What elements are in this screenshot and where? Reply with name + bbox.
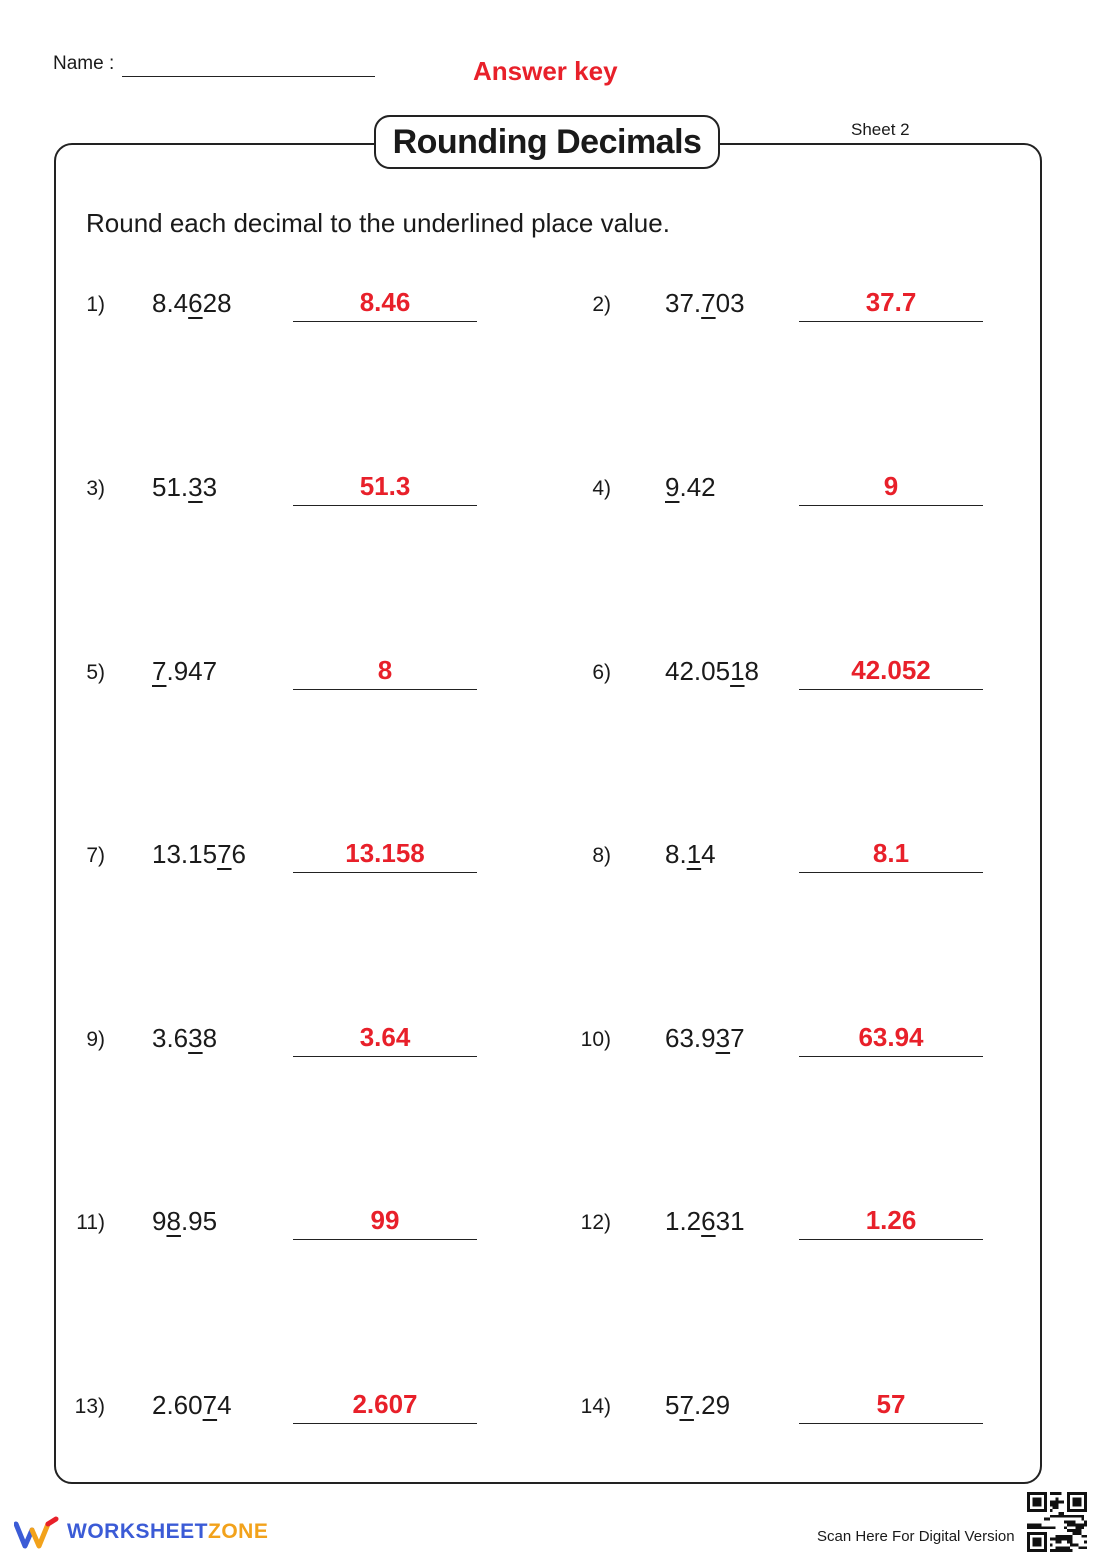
decimal-part: 8 (202, 1023, 218, 1053)
underlined-digit: 6 (701, 1206, 716, 1236)
sheet-label: Sheet 2 (851, 120, 910, 139)
decimal-part: 2.60 (152, 1390, 203, 1420)
problem-number: 11) (76, 1211, 105, 1234)
problem-item (0, 1201, 1100, 1251)
problem-number: 6) (592, 661, 611, 684)
underlined-digit: 8 (166, 1206, 181, 1236)
problem-number: 13) (74, 1395, 105, 1418)
answer-value: 8 (377, 655, 393, 685)
underlined-digit: 1 (730, 656, 745, 686)
problem-number: 7) (86, 844, 105, 867)
problem-decimal (665, 472, 716, 503)
worksheet-frame (54, 143, 1042, 1484)
problem-number: 12) (580, 1211, 611, 1234)
page-title (374, 115, 720, 169)
problem-item (0, 467, 1100, 517)
problem-number: 14) (580, 1395, 611, 1418)
problem-item (0, 1385, 1100, 1435)
problem-decimal (665, 839, 716, 870)
answer-line[interactable] (799, 1423, 983, 1424)
page-title-text: Rounding Decimals (392, 122, 702, 161)
answer-line[interactable] (799, 505, 983, 506)
problem-item (0, 283, 1100, 333)
underlined-digit: 6 (188, 288, 203, 318)
underlined-digit: 7 (217, 839, 232, 869)
decimal-part: 31 (715, 1206, 745, 1236)
answer-value: 1.26 (865, 1205, 917, 1235)
problem-number: 2) (592, 293, 611, 316)
decimal-part: 28 (202, 288, 232, 318)
underlined-digit: 7 (701, 288, 716, 318)
answer-line[interactable] (799, 1239, 983, 1240)
answer-key-label: Answer key (473, 56, 618, 86)
qr-code-icon[interactable] (1027, 1492, 1087, 1552)
problem-number: 8) (592, 844, 611, 867)
decimal-part: 8.4 (152, 288, 189, 318)
answer-value: 13.158 (345, 838, 425, 868)
underlined-digit: 9 (665, 472, 680, 502)
decimal-part: 13.15 (152, 839, 218, 869)
brand-part1: WORKSHEET (67, 1520, 208, 1543)
underlined-digit: 7 (152, 656, 167, 686)
underlined-digit: 3 (188, 472, 203, 502)
problem-decimal (665, 1206, 745, 1237)
answer-value: 57 (876, 1389, 906, 1419)
answer-line[interactable] (799, 321, 983, 322)
decimal-part: 8. (665, 839, 687, 869)
answer-line[interactable] (799, 689, 983, 690)
answer-value: 9 (883, 471, 899, 501)
answer-value: 37.7 (865, 287, 917, 317)
decimal-part: 9 (152, 1206, 167, 1236)
decimal-part: 4 (701, 839, 716, 869)
problem-number: 4) (592, 477, 611, 500)
decimal-part: .947 (166, 656, 218, 686)
decimal-part: 03 (715, 288, 745, 318)
problem-number: 9) (86, 1028, 105, 1051)
problem-decimal (665, 1390, 730, 1421)
answer-value: 8.46 (359, 287, 411, 317)
answer-value: 99 (370, 1205, 400, 1235)
problem-decimal (665, 288, 745, 319)
decimal-part: 7 (730, 1023, 745, 1053)
answer-value: 2.607 (352, 1389, 418, 1419)
decimal-part: 4 (217, 1390, 232, 1420)
name-line[interactable] (122, 76, 375, 77)
underlined-digit: 1 (686, 839, 702, 869)
decimal-part: 5 (665, 1390, 680, 1420)
problem-number: 1) (86, 293, 105, 316)
problem-decimal (665, 656, 759, 687)
underlined-digit: 3 (715, 1023, 731, 1053)
problem-number: 10) (580, 1028, 611, 1051)
brand-part2: ZONE (208, 1520, 269, 1543)
instructions: Round each decimal to the underlined place value. (86, 208, 670, 238)
problem-item (0, 834, 1100, 884)
answer-value: 63.94 (858, 1022, 924, 1052)
problem-number: 3) (86, 477, 105, 500)
decimal-part: .42 (679, 472, 716, 502)
worksheetzone-logo-icon (14, 1516, 60, 1550)
decimal-part: 51. (152, 472, 189, 502)
decimal-part: 6 (231, 839, 247, 869)
problem-number: 5) (86, 661, 105, 684)
name-label: Name : (53, 53, 115, 74)
decimal-part: 1.2 (665, 1206, 702, 1236)
brand-name (67, 1520, 268, 1544)
answer-value: 8.1 (872, 838, 910, 868)
underlined-digit: 3 (188, 1023, 203, 1053)
problem-decimal (665, 1023, 745, 1054)
decimal-part: 63.9 (665, 1023, 716, 1053)
decimal-part: 3 (202, 472, 218, 502)
decimal-part: 42.05 (665, 656, 731, 686)
answer-value: 42.052 (851, 655, 931, 685)
answer-line[interactable] (799, 1056, 983, 1057)
decimal-part: 8 (744, 656, 760, 686)
problem-item (0, 651, 1100, 701)
problem-item (0, 1018, 1100, 1068)
decimal-part: .29 (693, 1390, 731, 1420)
answer-value: 3.64 (359, 1022, 411, 1052)
scan-text: Scan Here For Digital Version (817, 1528, 1015, 1545)
underlined-digit: 7 (679, 1390, 694, 1420)
answer-value: 51.3 (359, 471, 411, 501)
underlined-digit: 7 (202, 1390, 218, 1420)
decimal-part: .95 (180, 1206, 218, 1236)
decimal-part: 3.6 (152, 1023, 189, 1053)
decimal-part: 37. (665, 288, 702, 318)
answer-line[interactable] (799, 872, 983, 873)
